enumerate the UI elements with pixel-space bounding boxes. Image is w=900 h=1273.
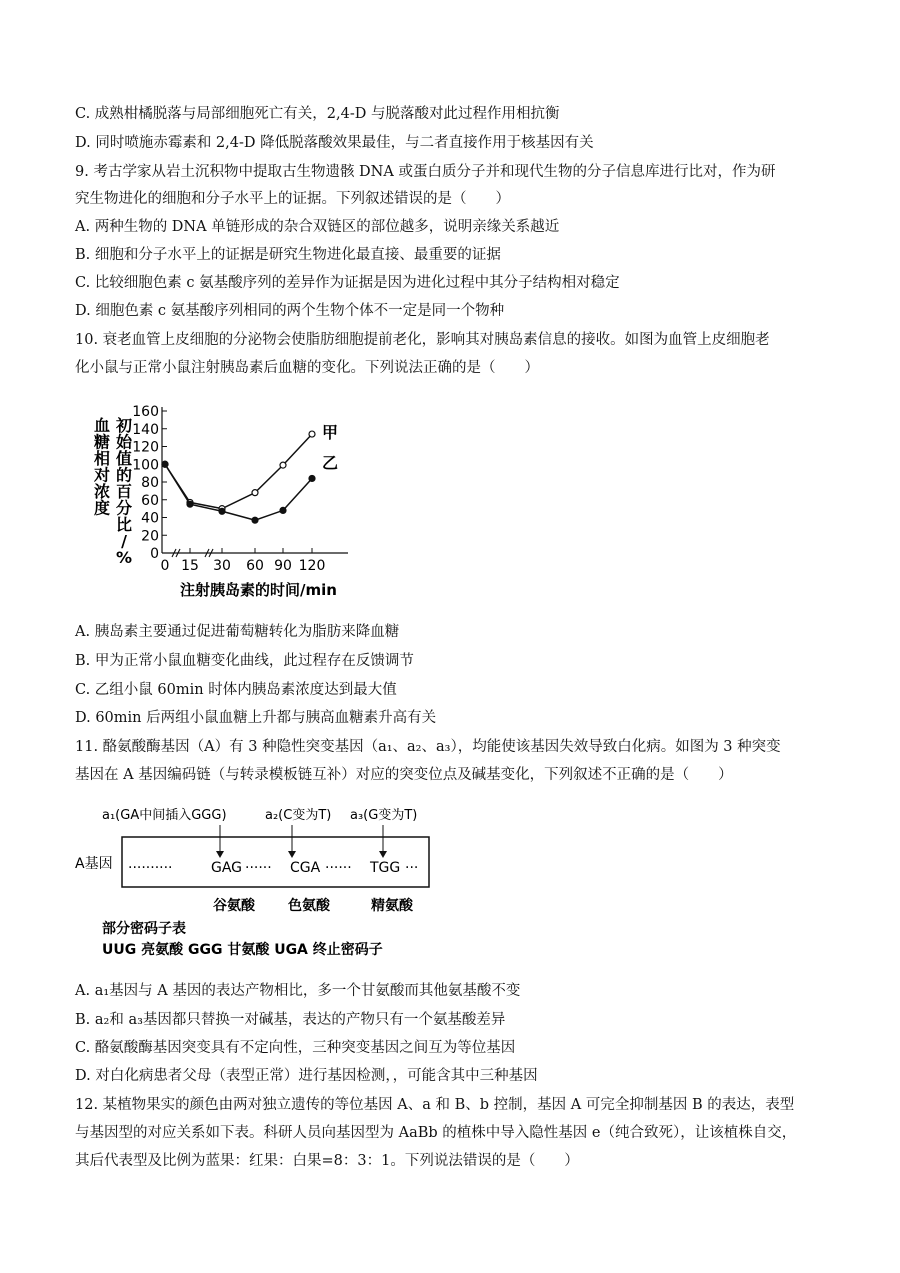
- y-axis-label-line1: 对: [93, 465, 111, 485]
- option-c-q10: C. 乙组小鼠 60min 时体内胰岛素浓度达到最大值: [75, 682, 397, 698]
- option-b-q9: B. 细胞和分子水平上的证据是研究生物进化最直接、最重要的证据: [75, 247, 501, 263]
- arrowhead-a2: [288, 851, 296, 858]
- mutation-a2-label: a₂(C变为T): [265, 808, 332, 823]
- x-tick-label-120: 120: [298, 558, 326, 574]
- series-label-0: 甲: [322, 423, 339, 443]
- y-axis-label-line1: 浓: [93, 482, 111, 501]
- codon-table-title: 部分密码子表: [102, 921, 186, 937]
- y-tick-label-80: 80: [141, 475, 159, 491]
- series-0-point-5: [309, 431, 315, 437]
- amino-acid-glu: 谷氨酸: [213, 898, 255, 914]
- arrowhead-a1: [216, 851, 224, 858]
- option-d-q8: D. 同时喷施赤霉素和 2,4-D 降低脱落酸效果最佳，与二者直接作用于核基因有关: [75, 135, 594, 151]
- option-b-q10: B. 甲为正常小鼠血糖变化曲线，此过程存在反馈调节: [75, 653, 414, 669]
- series-1-point-4: [280, 507, 286, 513]
- option-a-q10: A. 胰岛素主要通过促进葡萄糖转化为脂肪来降血糖: [75, 624, 400, 640]
- question-11-stem-cont: 基因在 A 基因编码链（与转录模板链互补）对应的突变位点及碱基变化，下列叙述不正确的是（ ）: [75, 767, 733, 783]
- x-tick-label-60: 60: [246, 558, 264, 574]
- x-tick-label-30: 30: [213, 558, 231, 574]
- y-axis-label-line1: 相: [93, 449, 111, 468]
- x-tick-label-0: 0: [160, 558, 170, 574]
- y-axis-label-line2: 初: [115, 416, 133, 435]
- y-tick-label-160: 160: [132, 404, 159, 420]
- series-1-point-1: [187, 501, 193, 507]
- option-b-q11: B. a₂和 a₃基因都只替换一对碱基，表达的产物只有一个氨基酸差异: [75, 1012, 506, 1028]
- gene-a-label: A基因: [75, 856, 113, 872]
- dots-3: ······: [325, 860, 352, 876]
- gene-mutation-diagram: [75, 800, 495, 970]
- codon-cga: CGA: [290, 860, 321, 876]
- dots-4: ···: [405, 860, 419, 876]
- y-tick-label-60: 60: [141, 492, 159, 509]
- y-tick-label-20: 20: [141, 528, 159, 545]
- option-a-q11: A. a₁基因与 A 基因的表达产物相比，多一个甘氨酸而其他氨基酸不变: [75, 983, 521, 999]
- option-a-q9: A. 两种生物的 DNA 单链形成的杂合双链区的部位越多，说明亲缘关系越近: [75, 219, 560, 235]
- option-d-q9: D. 细胞色素 c 氨基酸序列相同的两个生物个体不一定是同一个物种: [75, 303, 505, 319]
- mutation-a3-label: a₃(G变为T): [350, 808, 418, 823]
- y-tick-label-40: 40: [141, 510, 159, 527]
- option-c-q9: C. 比较细胞色素 c 氨基酸序列的差异作为证据是因为进化过程中其分子结构相对稳定: [75, 275, 620, 291]
- x-axis-label: 注射胰岛素的时间/min: [180, 581, 337, 599]
- y-axis-label-line2: 始: [115, 432, 133, 452]
- codon-tgg: TGG: [370, 860, 401, 876]
- question-12-stem-cont: 与基因型的对应关系如下表。科研人员向基因型为 AaBb 的植株中导入隐性基因 e（纯合致死），让该植株自交，: [75, 1125, 797, 1141]
- series-1-point-3: [252, 517, 258, 523]
- y-axis-label-line1: 血: [93, 416, 111, 435]
- option-d-q10: D. 60min 后两组小鼠血糖上升都与胰高血糖素升高有关: [75, 710, 437, 726]
- y-axis-label-line2: 的: [115, 465, 133, 485]
- y-axis-label-line2: 比: [115, 515, 133, 534]
- question-9-stem: 9. 考古学家从岩土沉积物中提取古生物遗骸 DNA 或蛋白质分子并和现代生物的分子信息库进行比对，作为研: [75, 164, 776, 180]
- option-c-q11: C. 酪氨酸酶基因突变具有不定向性，三种突变基因之间互为等位基因: [75, 1040, 516, 1056]
- question-12-stem: 12. 某植物果实的颜色由两对独立遗传的等位基因 A、a 和 B、b 控制，基因 A 可完全抑制基因 B 的表达，表型: [75, 1097, 795, 1113]
- question-11-stem: 11. 酪氨酸酶基因（A）有 3 种隐性突变基因（a₁、a₂、a₃），均能使该基因失效导致白化病。如图为 3 种突变: [75, 739, 781, 755]
- x-tick-label-90: 90: [274, 558, 292, 574]
- series-0-point-4: [280, 462, 286, 468]
- y-tick-label-120: 120: [132, 439, 159, 456]
- series-label-1: 乙: [322, 453, 339, 473]
- y-tick-label-140: 140: [132, 421, 159, 438]
- series-line-1: [165, 464, 312, 520]
- question-12-stem-cont2: 其后代表型及比例为蓝果：红果：白果=8：3：1。下列说法错误的是（ ）: [75, 1153, 579, 1169]
- amino-acid-trp: 色氨酸: [288, 898, 330, 914]
- mutation-a1-label: a₁(GA中间插入GGG): [102, 808, 227, 823]
- blood-glucose-chart: [80, 395, 380, 625]
- amino-acid-arg: 精氨酸: [371, 898, 413, 914]
- y-axis-label-line2: 百: [115, 482, 133, 501]
- x-tick-label-15: 15: [181, 558, 199, 574]
- codon-table-row: UUG 亮氨酸 GGG 甘氨酸 UGA 终止密码子: [102, 942, 383, 958]
- y-axis-label-line1: 度: [93, 498, 111, 518]
- y-axis-label-line2: /: [121, 531, 127, 551]
- option-d-q11: D. 对白化病患者父母（表型正常）进行基因检测，，可能含其中三种基因: [75, 1068, 538, 1084]
- arrowhead-a3: [379, 851, 387, 858]
- y-axis-label-line1: 糖: [93, 432, 111, 452]
- question-10-stem-cont: 化小鼠与正常小鼠注射胰岛素后血糖的变化。下列说法正确的是（ ）: [75, 360, 539, 376]
- dots-2: ······: [245, 860, 272, 876]
- series-0-point-3: [252, 490, 258, 496]
- y-axis-label-line2: %: [115, 548, 133, 567]
- codon-gag: GAG: [211, 860, 243, 876]
- series-1-point-5: [309, 475, 315, 481]
- question-9-stem-cont: 究生物进化的细胞和分子水平上的证据。下列叙述错误的是（ ）: [75, 191, 510, 207]
- series-1-point-2: [219, 508, 225, 514]
- dots-1: ··········: [128, 860, 173, 876]
- y-tick-label-100: 100: [132, 457, 159, 474]
- y-axis-label-line2: 分: [115, 498, 133, 518]
- option-c-q8: C. 成熟柑橘脱落与局部细胞死亡有关，2,4-D 与脱落酸对此过程作用相抗衡: [75, 106, 560, 122]
- y-axis-label-line2: 值: [115, 449, 133, 468]
- question-10-stem: 10. 衰老血管上皮细胞的分泌物会使脂肪细胞提前老化，影响其对胰岛素信息的接收。如图为血管上皮细胞老: [75, 332, 770, 348]
- series-1-point-0: [162, 461, 168, 467]
- series-line-0: [165, 434, 312, 509]
- y-tick-label-0: 0: [150, 546, 159, 562]
